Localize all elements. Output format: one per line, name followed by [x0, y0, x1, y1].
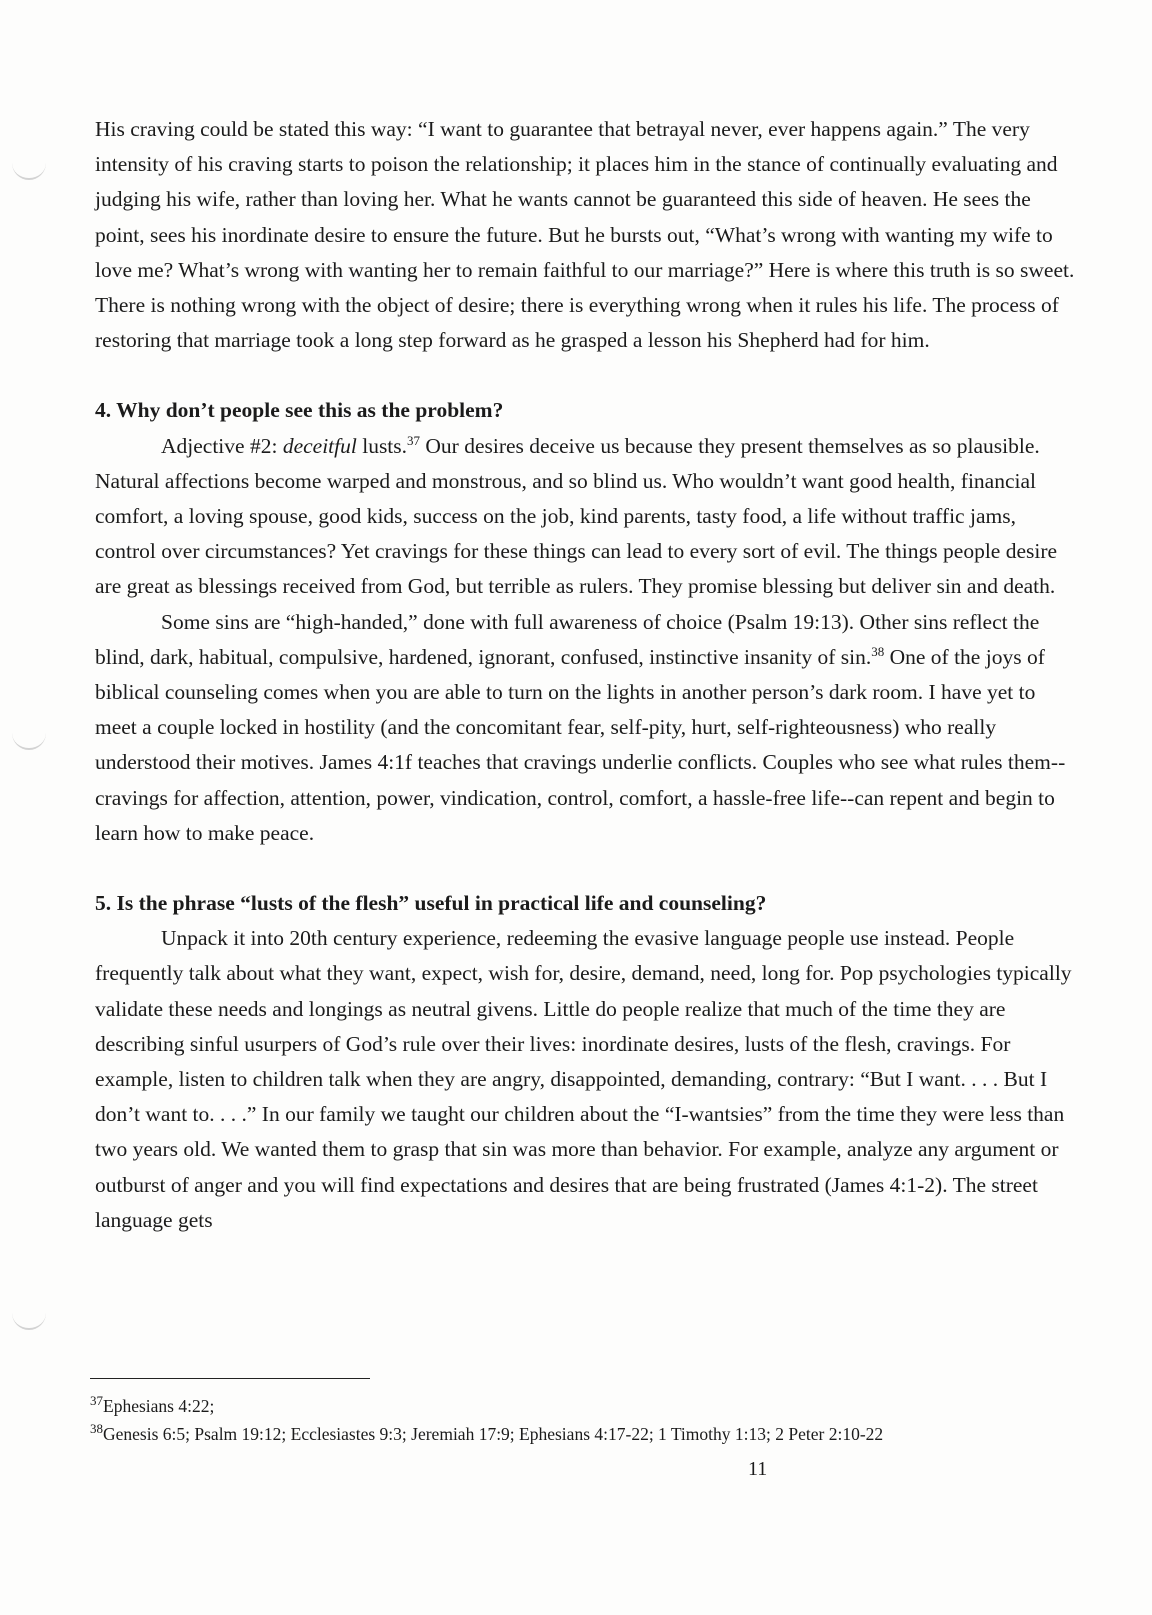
punch-hole-mark [12, 1302, 46, 1330]
paragraph-2: Adjective #2: deceitful lusts.$^{37}$ Our desires deceive us because they present themselves as so plausible. Natural affections become warped and monstrous, and so blind us. Who wouldn’t want good health, financial comfort, a loving spouse, good kids, success on the job, kind parents, tasty food, a life without traffic jams, control over circumstances? Yet cravings for these things can lead to every sort of evil. The things people desire are great as blessings received from God, but terrible as rulers. They promise blessing but deliver sin and death. [95, 432, 1058, 599]
punch-hole-mark [12, 722, 46, 750]
section-heading-5: 5. Is the phrase “lusts of the flesh” useful in practical life and counseling? [95, 891, 767, 916]
footnote-38: $^{38}$Genesis 6:5; Psalm 19:12; Ecclesiastes 9:3; Jeremiah 17:9; Ephesians 4:17-22; 1 Timothy 1:13; 2 Peter 2:10-22 [90, 1421, 884, 1444]
punch-hole-mark [12, 152, 46, 180]
footnote-divider [90, 1378, 370, 1379]
footnotes [90, 1392, 1090, 1448]
footnote-ref-38: 38 [871, 643, 885, 659]
paragraph-4: Unpack it into 20th century experience, redeeming the evasive language people use instead. People frequently talk about what they want, expect, wish for, desire, demand, need, long for. Pop psychologies typically validate these needs and longings as neutral givens. Little do people realize that much of the time they are describing sinful usurpers of God’s rule over their lives: inordinate desires, lusts of the flesh, cravings. For example, listen to children talk when they are angry, disappointed, demanding, contrary: “But I want. . . . But I don’t want to. . . .” In our family we taught our children about the “I-wantsies” from the time they were less than two years old. We wanted them to grasp that sin was more than behavior. For example, analyze any argument or outburst of anger and you will find expectations and desires that are being frustrated (James 4:1-2). The street language gets [95, 926, 1072, 1232]
body-text [95, 112, 1075, 1238]
section-heading-4: 4. Why don’t people see this as the problem? [95, 398, 504, 423]
footnote-37: $^{37}$Ephesians 4:22; [90, 1393, 215, 1416]
footnote-ref-37: 37 [407, 432, 421, 448]
paragraph-3: Some sins are “high-handed,” done with full awareness of choice (Psalm 19:13). Other sins reflect the blind, dark, habitual, compulsive, hardened, ignorant, confused, instinctive insanity of sin.$^{38}$ One of the joys of biblical counseling comes when you are able to turn on the lights in another person’s dark room. I have yet to meet a couple locked in hostility (and the concomitant fear, self-pity, hurt, self-righteousness) who really understood their motives. James 4:1f teaches that cravings underlie conflicts. Couples who see what rules them--cravings for affection, attention, power, vindication, control, comfort, a hassle-free life--can repent and begin to learn how to make peace. [95, 609, 1066, 845]
paragraph-1: His craving could be stated this way: “I want to guarantee that betrayal never, ever happens again.” The very intensity of his craving starts to poison the relationship; it places him in the stance of continually evaluating and judging his wife, rather than loving her. What he wants cannot be guaranteed this side of heaven. He sees the point, sees his inordinate desire to ensure the future. But he bursts out, “What’s wrong with wanting my wife to love me? What’s wrong with wanting her to remain faithful to our marriage?” Here is where this truth is so sweet. There is nothing wrong with the object of desire; there is everything wrong when it rules his life. The process of restoring that marriage took a long step forward as he grasped a lesson his Shepherd had for him. [95, 117, 1075, 353]
page-number: 11 [748, 1458, 768, 1480]
